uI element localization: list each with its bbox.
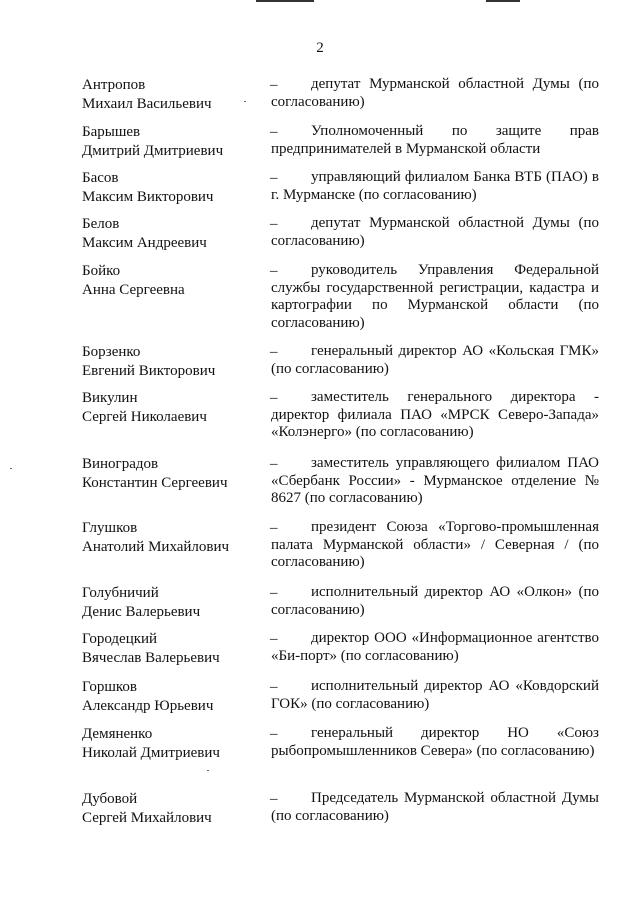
dash-separator: – bbox=[270, 456, 278, 472]
member-given-names: Михаил Васильевич bbox=[82, 96, 212, 112]
dash-separator: – bbox=[270, 631, 278, 647]
member-surname: Виноградов bbox=[82, 456, 159, 472]
member-surname: Борзенко bbox=[82, 344, 141, 360]
member-surname: Басов bbox=[82, 170, 119, 186]
member-given-names: Сергей Михайлович bbox=[82, 810, 212, 826]
page-number: 2 bbox=[316, 40, 324, 56]
member-given-names: Максим Андреевич bbox=[82, 235, 207, 251]
member-role: депутат Мурманской областной Думы (по согласованию) bbox=[271, 215, 599, 249]
member-surname: Глушков bbox=[82, 520, 138, 536]
member-name bbox=[82, 215, 262, 253]
member-surname: Горшков bbox=[82, 679, 138, 695]
member-surname: Викулин bbox=[82, 390, 138, 406]
dash-separator: – bbox=[270, 520, 278, 536]
member-given-names: Николай Дмитриевич bbox=[82, 745, 220, 761]
member-role: Уполномоченный по защите прав предпринимателей в Мурманской области bbox=[271, 123, 599, 157]
scan-top-mark bbox=[256, 0, 314, 2]
member-surname: Демяненко bbox=[82, 726, 153, 742]
member-name bbox=[82, 262, 262, 300]
member-role: заместитель генерального директора - директор филиала ПАО «МРСК Северо-Запада» «Колэнерго» (по согласованию) bbox=[271, 389, 599, 440]
member-role: Председатель Мурманской областной Думы (по согласованию) bbox=[271, 790, 599, 824]
member-surname: Антропов bbox=[82, 77, 146, 93]
member-name bbox=[82, 630, 262, 668]
member-name bbox=[82, 123, 262, 161]
member-surname: Бойко bbox=[82, 263, 121, 279]
member-surname: Голубничий bbox=[82, 585, 159, 601]
member-surname: Городецкий bbox=[82, 631, 158, 647]
scan-top-mark bbox=[486, 0, 520, 2]
dash-separator: – bbox=[270, 77, 278, 93]
member-name bbox=[82, 76, 262, 114]
member-role: генеральный директор АО «Кольская ГМК» (по согласованию) bbox=[271, 343, 599, 377]
member-name bbox=[82, 790, 262, 828]
member-name bbox=[82, 169, 262, 207]
member-name bbox=[82, 584, 262, 622]
member-given-names: Денис Валерьевич bbox=[82, 604, 201, 620]
member-given-names: Александр Юрьевич bbox=[82, 698, 214, 714]
member-role: генеральный директор НО «Союз рыбопромышленников Севера» (по согласованию) bbox=[271, 725, 599, 759]
member-name bbox=[82, 389, 262, 427]
member-given-names: Анна Сергеевна bbox=[82, 282, 185, 298]
dash-separator: – bbox=[270, 263, 278, 279]
dash-separator: – bbox=[270, 791, 278, 807]
member-name bbox=[82, 725, 262, 763]
member-role: заместитель управляющего филиалом ПАО «Сбербанк России» - Мурманское отделение № 8627 (по согласованию) bbox=[271, 455, 599, 506]
dash-separator: – bbox=[270, 124, 278, 140]
scan-speck bbox=[207, 770, 209, 771]
member-name bbox=[82, 343, 262, 381]
member-surname: Белов bbox=[82, 216, 120, 232]
dash-separator: – bbox=[270, 216, 278, 232]
member-name bbox=[82, 678, 262, 716]
member-given-names: Константин Сергеевич bbox=[82, 475, 228, 491]
member-role: руководитель Управления Федеральной службы государственной регистрации, кадастра и картографии по Мурманской области (по согласованию) bbox=[271, 262, 599, 331]
member-role: президент Союза «Торгово-промышленная палата Мурманской области» / Северная / (по согласованию) bbox=[271, 519, 599, 570]
member-surname: Барышев bbox=[82, 124, 141, 140]
member-name bbox=[82, 455, 262, 493]
member-given-names: Максим Викторович bbox=[82, 189, 214, 205]
scan-speck bbox=[244, 101, 246, 102]
dash-separator: – bbox=[270, 726, 278, 742]
member-name bbox=[82, 519, 262, 557]
member-given-names: Анатолий Михайлович bbox=[82, 539, 230, 555]
member-surname: Дубовой bbox=[82, 791, 138, 807]
member-role: исполнительный директор АО «Олкон» (по согласованию) bbox=[271, 584, 599, 618]
member-given-names: Евгений Викторович bbox=[82, 363, 216, 379]
dash-separator: – bbox=[270, 344, 278, 360]
member-role: директор ООО «Информационное агентство «Би-порт» (по согласованию) bbox=[271, 630, 599, 664]
member-role: депутат Мурманской областной Думы (по согласованию) bbox=[271, 76, 599, 110]
member-role: исполнительный директор АО «Ковдорский ГОК» (по согласованию) bbox=[271, 678, 599, 712]
scan-speck bbox=[10, 468, 12, 469]
member-role: управляющий филиалом Банка ВТБ (ПАО) в г. Мурманске (по согласованию) bbox=[271, 169, 599, 203]
dash-separator: – bbox=[270, 679, 278, 695]
dash-separator: – bbox=[270, 170, 278, 186]
member-given-names: Сергей Николаевич bbox=[82, 409, 207, 425]
member-given-names: Дмитрий Дмитриевич bbox=[82, 143, 224, 159]
member-given-names: Вячеслав Валерьевич bbox=[82, 650, 220, 666]
dash-separator: – bbox=[270, 585, 278, 601]
dash-separator: – bbox=[270, 390, 278, 406]
